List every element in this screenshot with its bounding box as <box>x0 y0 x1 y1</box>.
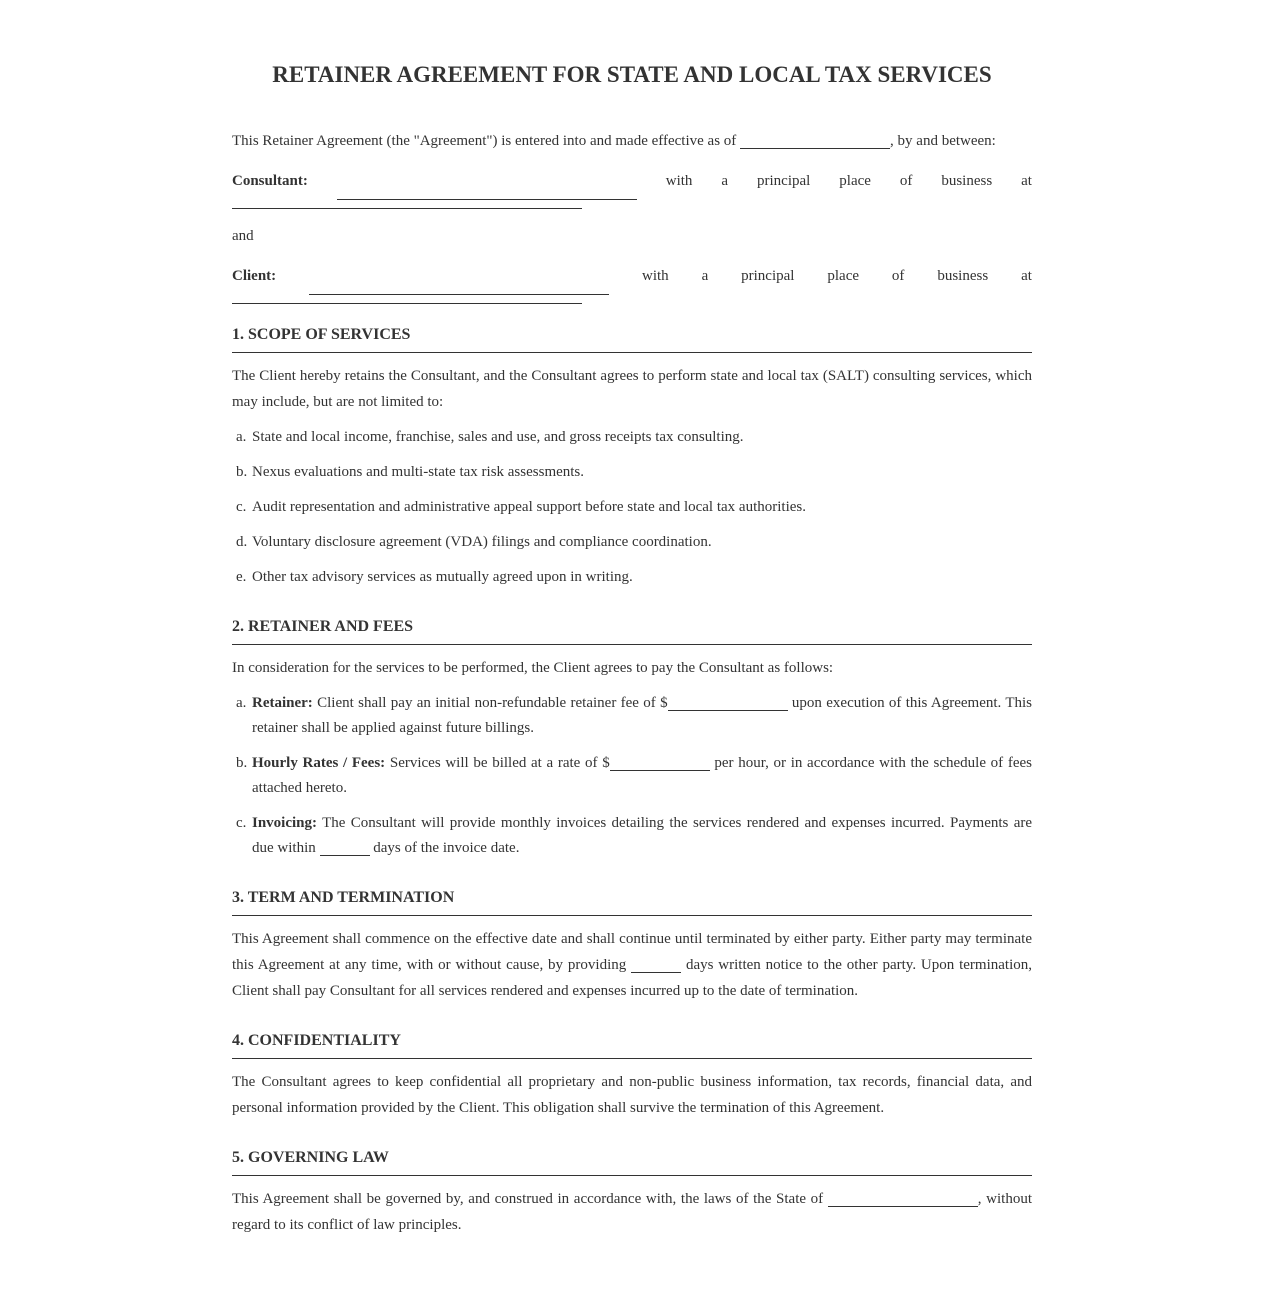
list-item-text: The Consultant will provide monthly invoices detailing the services rendered and expenses incurred. Payments are due within <box>252 815 1032 856</box>
client-label: Client: <box>232 268 277 284</box>
consultant-name-blank[interactable] <box>337 179 637 200</box>
confidentiality-paragraph: The Consultant agrees to keep confidential all proprietary and non-public business information, tax records, financial data, and personal information provided by the Client. This obligation shall survive the termination of this Agreement. <box>232 1074 1032 1116</box>
consultant-word: business <box>941 173 993 189</box>
intro-paragraph <box>232 128 1032 154</box>
consultant-word: of <box>899 173 913 189</box>
client-word: place <box>827 268 860 284</box>
consultant-line <box>232 168 1032 194</box>
state-blank[interactable] <box>828 1188 978 1207</box>
client-word: business <box>937 268 989 284</box>
list-item <box>232 460 1032 485</box>
list-item <box>232 495 1032 520</box>
list-marker: c. <box>236 499 247 515</box>
list-item-text: Voluntary disclosure agreement (VDA) filings and compliance coordination. <box>252 534 712 550</box>
retainer-paragraph: In consideration for the services to be performed, the Client agrees to pay the Consultant as follows: <box>232 660 834 676</box>
and-connector: and <box>232 228 254 244</box>
list-item <box>232 751 1032 801</box>
list-item-text: Services will be billed at a rate of $ <box>385 755 610 771</box>
consultant-word: principal <box>757 173 811 189</box>
list-item-text: Other tax advisory services as mutually agreed upon in writing. <box>252 569 633 585</box>
consultant-word: with <box>665 173 693 189</box>
client-word: of <box>891 268 905 284</box>
list-item <box>232 691 1032 741</box>
list-item-text: Client shall pay an initial non-refundable retainer fee of $ <box>312 695 668 711</box>
list-marker: c. <box>236 815 247 831</box>
section-heading-term: 3. TERM AND TERMINATION <box>232 887 1032 916</box>
list-marker: e. <box>236 569 247 585</box>
invoicing-term: Invoicing: <box>252 815 318 831</box>
governing-law-paragraph <box>232 1186 1032 1238</box>
client-name-blank[interactable] <box>309 274 609 295</box>
consultant-label: Consultant: <box>232 173 308 189</box>
section-heading-governing-law: 5. GOVERNING LAW <box>232 1147 1032 1176</box>
intro-text-end: , by and between: <box>890 133 996 149</box>
fees-list <box>232 691 1032 861</box>
document-page <box>232 0 1032 1238</box>
retainer-term: Retainer: <box>252 695 313 711</box>
list-item <box>232 530 1032 555</box>
client-word: a <box>701 268 709 284</box>
document-title: RETAINER AGREEMENT FOR STATE AND LOCAL TAX SERVICES <box>272 62 992 87</box>
client-word: principal <box>741 268 795 284</box>
list-item-text: State and local income, franchise, sales and use, and gross receipts tax consulting. <box>252 429 744 445</box>
term-text: This Agreement shall commence on the effective date and shall continue until terminated by either party. Either party may terminate this Agreement at any time, with or without cause, by providing <box>232 931 1032 973</box>
list-item-text: Nexus evaluations and multi-state tax risk assessments. <box>252 464 585 480</box>
intro-text: This Retainer Agreement (the "Agreement") is entered into and made effective as of <box>232 133 737 149</box>
governing-law-text: This Agreement shall be governed by, and construed in accordance with, the laws of the State of <box>232 1191 828 1207</box>
list-item <box>232 425 1032 450</box>
effective-date-blank[interactable] <box>740 130 890 149</box>
scope-list <box>232 425 1032 590</box>
list-marker: a. <box>236 429 247 445</box>
consultant-word: a <box>721 173 729 189</box>
section-heading-retainer: 2. RETAINER AND FEES <box>232 616 1032 645</box>
list-item-text: days of the invoice date. <box>369 840 520 856</box>
scope-paragraph: The Client hereby retains the Consultant, and the Consultant agrees to perform state and local tax (SALT) consulting services, which may include, but are not limited to: <box>232 368 1032 410</box>
list-marker: d. <box>236 534 248 550</box>
list-item-text: upon execution of this Agreement. This retainer shall be applied against future billings. <box>252 695 1032 736</box>
list-marker: b. <box>236 464 248 480</box>
payment-days-blank[interactable] <box>320 837 370 856</box>
governing-law-text-end: , without regard to its conflict of law principles. <box>232 1191 1032 1233</box>
list-item <box>232 565 1032 590</box>
list-item <box>232 811 1032 861</box>
client-word: at <box>1021 268 1032 284</box>
consultant-word: place <box>839 173 871 189</box>
list-marker: a. <box>236 695 247 711</box>
term-text-end: days written notice to the other party. Upon termination, Client shall pay Consultant for all services rendered and expenses incurred up to the date of termination. <box>232 957 1032 999</box>
consultant-word: at <box>1021 173 1032 189</box>
hourly-rate-blank[interactable] <box>610 752 710 771</box>
client-word: with <box>641 268 669 284</box>
term-paragraph <box>232 926 1032 1004</box>
list-item-text: Audit representation and administrative appeal support before state and local tax authorities. <box>252 499 806 515</box>
client-line <box>232 263 1032 289</box>
section-heading-scope: 1. SCOPE OF SERVICES <box>232 324 1032 353</box>
list-marker: b. <box>236 755 248 771</box>
list-item-text: per hour, or in accordance with the schedule of fees attached hereto. <box>252 755 1032 796</box>
notice-days-blank[interactable] <box>631 954 681 973</box>
retainer-fee-blank[interactable] <box>668 692 788 711</box>
section-heading-confidentiality: 4. CONFIDENTIALITY <box>232 1030 1032 1059</box>
hourly-rates-term: Hourly Rates / Fees: <box>252 755 386 771</box>
